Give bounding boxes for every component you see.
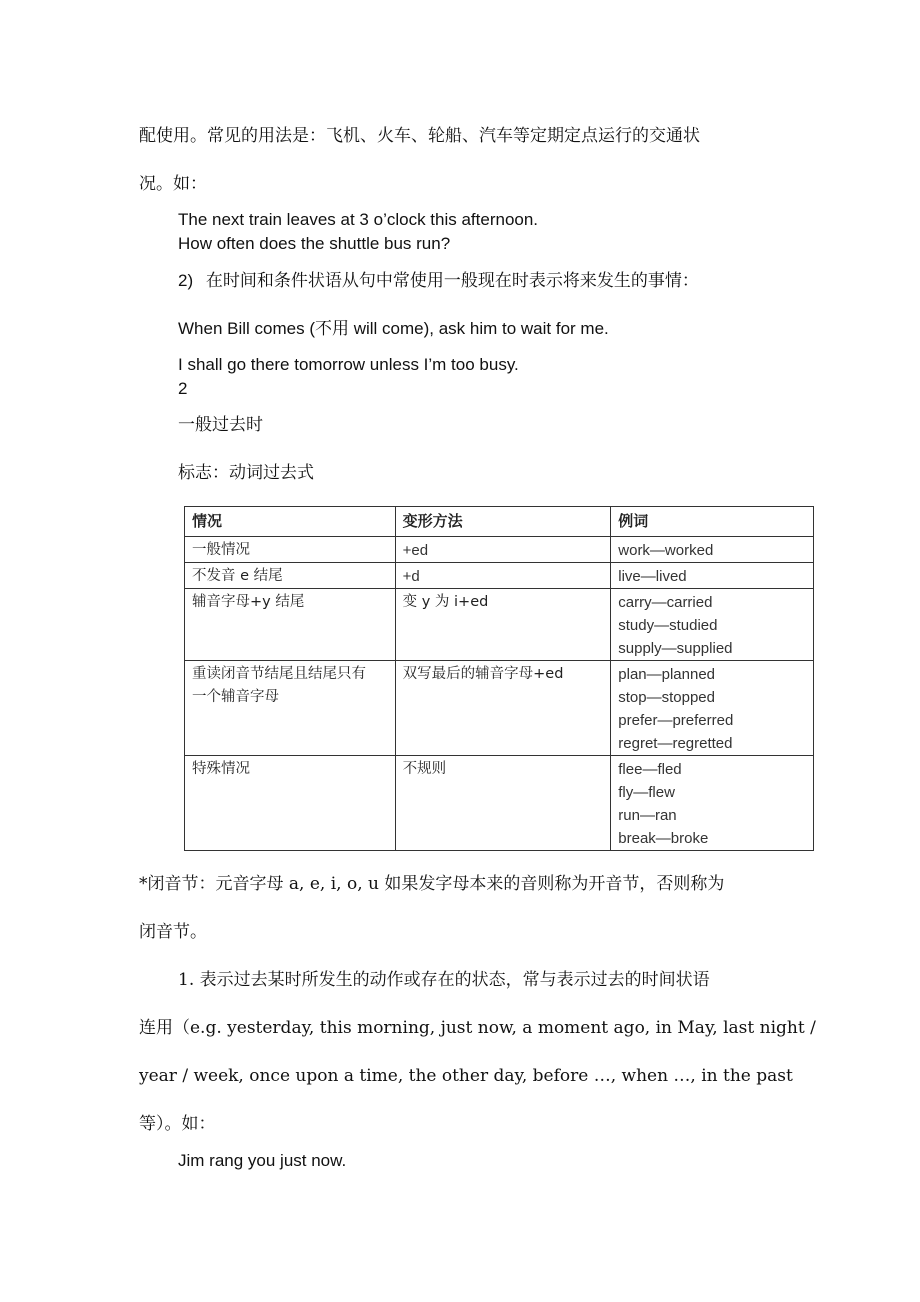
example-word: live—lived	[618, 568, 687, 585]
paragraph-line: 配使用。常见的用法是：飞机、火车、轮船、汽车等定期定点运行的交通状	[139, 126, 700, 146]
example-word: break—broke	[618, 830, 709, 847]
example-word: run—ran	[618, 807, 677, 824]
table-header-row	[185, 507, 814, 537]
cell-condition	[185, 661, 396, 756]
example-word: plan—planned	[618, 666, 716, 683]
paragraph-line: 况。如：	[139, 174, 207, 194]
condition-line: 一个辅音字母	[192, 689, 279, 705]
paragraph-line: year / week, once upon a time, the other day, before …, when …, in the past	[139, 1066, 793, 1086]
note-line: 闭音节。	[139, 922, 207, 942]
cell-method: 双写最后的辅音字母+ed	[395, 661, 611, 756]
cell-examples	[611, 589, 814, 661]
header-method: 变形方法	[395, 507, 611, 537]
paragraph-line: 连用（e.g. yesterday, this morning, just now, a moment ago, in May, last night /	[139, 1018, 816, 1038]
example-sentence: The next train leaves at 3 o’clock this afternoon.	[178, 210, 539, 229]
cell-condition: 不发音 e 结尾	[185, 563, 396, 589]
paragraph-line: 1. 表示过去某时所发生的动作或存在的状态，常与表示过去的时间状语	[178, 970, 710, 990]
table-row	[185, 756, 814, 851]
table-row	[185, 537, 814, 563]
cell-condition: 辅音字母+y 结尾	[185, 589, 396, 661]
cell-condition: 特殊情况	[185, 756, 396, 851]
cell-examples	[611, 756, 814, 851]
cell-method: 不规则	[395, 756, 611, 851]
paragraph-line: 等）。如：	[139, 1114, 216, 1134]
cell-condition: 一般情况	[185, 537, 396, 563]
example-sentence: I shall go there tomorrow unless I’m too busy.	[178, 355, 519, 374]
condition-line: 重读闭音节结尾且结尾只有	[192, 666, 366, 682]
table-row	[185, 589, 814, 661]
past-tense-table	[184, 506, 814, 851]
section-number: 2	[178, 379, 188, 398]
marker-line: 标志：动词过去式	[178, 463, 314, 483]
example-sentence: Jim rang you just now.	[178, 1151, 347, 1170]
example-word: fly—flew	[618, 784, 675, 801]
list-item-2	[178, 270, 699, 292]
list-text: 在时间和条件状语从句中常使用一般现在时表示将来发生的事情：	[205, 271, 699, 291]
cell-method: +ed	[395, 537, 611, 563]
header-examples: 例词	[611, 507, 814, 537]
cell-method: 变 y 为 i+ed	[395, 589, 611, 661]
header-condition: 情况	[185, 507, 396, 537]
example-word: study—studied	[618, 617, 718, 634]
example-word: flee—fled	[618, 761, 682, 778]
note-line: *闭音节：元音字母 a, e, i, o, u 如果发字母本来的音则称为开音节，否则称为	[139, 874, 725, 894]
example-word: prefer—preferred	[618, 712, 734, 729]
example-sentence: When Bill comes (不用 will come), ask him to wait for me.	[178, 319, 609, 338]
table-row	[185, 661, 814, 756]
cell-examples	[611, 537, 814, 563]
example-sentence: How often does the shuttle bus run?	[178, 234, 451, 253]
example-word: stop—stopped	[618, 689, 715, 706]
example-word: carry—carried	[618, 594, 713, 611]
example-word: regret—regretted	[618, 735, 733, 752]
section-title: 一般过去时	[178, 415, 263, 435]
table-row	[185, 563, 814, 589]
list-number: 2)	[178, 271, 194, 290]
example-word: supply—supplied	[618, 640, 733, 657]
cell-examples	[611, 661, 814, 756]
cell-method: +d	[395, 563, 611, 589]
cell-examples	[611, 563, 814, 589]
example-word: work—worked	[618, 542, 714, 559]
